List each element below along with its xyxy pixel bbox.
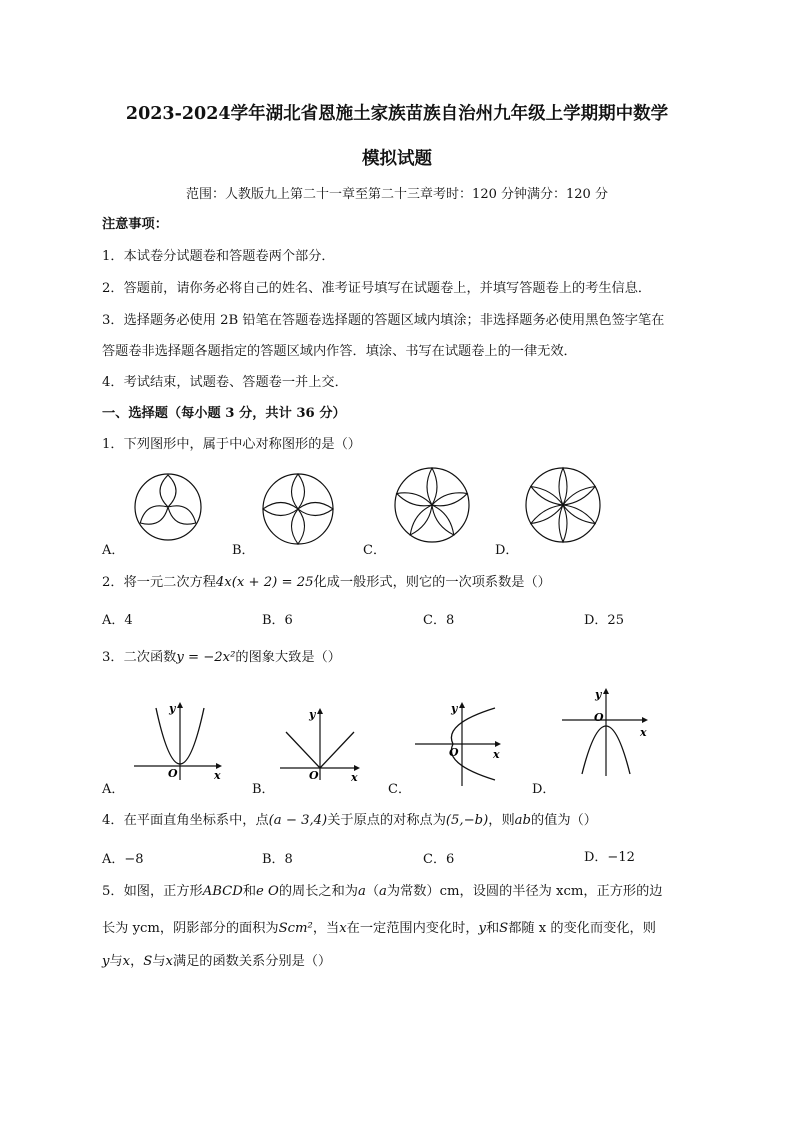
- question-3-stem: [102, 646, 341, 665]
- q2-stem-pre: 2．将一元二次方程: [102, 575, 216, 590]
- q5-text: 5．如图，正方形: [102, 884, 203, 899]
- axis-x-label: x: [351, 771, 358, 784]
- q5-text: 为常数）cm，设圆的半径为 xcm，正方形的边: [386, 884, 663, 899]
- q1-option-b: B．: [232, 543, 255, 558]
- q5-var: S: [143, 954, 153, 969]
- q4-stem-post: 的值为（）: [530, 813, 597, 828]
- q4-option-b: B．8: [262, 852, 293, 867]
- q5-text: 与: [152, 954, 166, 969]
- q1-figure-c: [393, 466, 471, 544]
- exam-scope: 范围：人教版九上第二十一章至第二十三章考时：120 分钟满分：120 分: [186, 187, 608, 202]
- q3-stem-post: 的图象大致是（）: [235, 650, 341, 665]
- q3-graph-a: [132, 700, 227, 782]
- q4-stem-mid2: ，则: [488, 813, 515, 828]
- notice-item: 1．本试卷分试题卷和答题卷两个部分．: [102, 249, 335, 264]
- origin-label: O: [594, 711, 604, 724]
- q3-option-b: B．: [252, 782, 275, 797]
- q3-graph-b: [278, 706, 364, 782]
- q5-var: y: [102, 954, 110, 969]
- notice-item: 答题卷非选择题各题指定的答题区域内作答．填涂、书写在试题卷上的一律无效．: [102, 344, 577, 359]
- question-5-line-2: [102, 917, 656, 936]
- q2-option-d: D．25: [584, 613, 624, 628]
- section-heading: 一、选择题（每小题 3 分，共计 36 分）: [102, 406, 346, 421]
- q5-var: x: [122, 954, 131, 969]
- q3-option-d: D．: [532, 782, 556, 797]
- q1-figure-d: [524, 466, 602, 544]
- q3-stem-pre: 3．二次函数: [102, 650, 177, 665]
- q5-text: 长为 ycm，阴影部分的面积为: [102, 921, 279, 936]
- q5-var: a: [379, 884, 387, 899]
- q5-text: 与: [109, 954, 123, 969]
- question-5-line-3: [102, 950, 331, 969]
- question-5-line-1: [102, 880, 663, 899]
- q2-stem-post: 化成一般形式，则它的一次项系数是（）: [313, 575, 551, 590]
- axis-y-label: y: [595, 688, 602, 701]
- q5-text: 在一定范围内变化时，: [346, 921, 479, 936]
- q5-text: （: [365, 884, 380, 899]
- q1-figure-a: [132, 471, 204, 543]
- q4-point-1: (a − 3,4): [268, 813, 328, 828]
- paper-title-line1: 2023-2024学年湖北省恩施土家族苗族自治州九年级上学期期中数学: [125, 104, 669, 124]
- q3-option-c: C．: [388, 782, 411, 797]
- question-4-stem: [102, 809, 597, 828]
- q3-graph-c: [413, 698, 509, 788]
- q1-option-d: D．: [495, 543, 519, 558]
- origin-label: O: [449, 746, 459, 759]
- q3-option-a: A．: [102, 782, 125, 797]
- q5-var: y: [478, 921, 486, 936]
- q1-option-a: A．: [102, 543, 125, 558]
- q5-var: a: [357, 884, 366, 899]
- q1-figure-b: [262, 471, 334, 547]
- axis-y-label: y: [451, 702, 458, 715]
- q4-var: ab: [514, 813, 531, 828]
- question-1-stem: 1．下列图形中，属于中心对称图形的是（）: [102, 437, 361, 452]
- q5-text: 都随 x 的变化而变化，则: [508, 921, 656, 936]
- q3-graph-d: [560, 686, 656, 778]
- q5-var: S: [499, 921, 509, 936]
- q5-text: ，当: [312, 921, 340, 936]
- q1-option-c: C．: [363, 543, 386, 558]
- axis-x-label: x: [640, 726, 647, 739]
- q2-equation: 4x(x + 2) = 25: [215, 575, 314, 590]
- axis-y-label: y: [309, 708, 316, 721]
- paper-title-line2: 模拟试题: [362, 149, 432, 169]
- q5-text: 和: [485, 921, 500, 936]
- question-2-stem: [102, 571, 551, 590]
- axis-x-label: x: [214, 769, 221, 782]
- q4-option-d: D．−12: [584, 850, 635, 865]
- q5-text: 的周长之和为: [278, 884, 358, 899]
- q2-option-b: B．6: [262, 613, 293, 628]
- q2-option-c: C．8: [423, 613, 455, 628]
- notice-item: 2．答题前，请你务必将自己的姓名、准考证号填写在试题卷上，并填写答题卷上的考生信息．: [102, 281, 652, 296]
- q3-function: y = −2x²: [176, 650, 236, 665]
- q4-point-2: (5,−b): [445, 813, 489, 828]
- q5-text: 和: [242, 884, 257, 899]
- q5-var: x: [165, 954, 173, 969]
- axis-x-label: x: [493, 748, 500, 761]
- q5-square-name: ABCD: [202, 884, 243, 899]
- q4-stem-pre: 4．在平面直角坐标系中，点: [102, 813, 269, 828]
- q5-area-unit: Scm²: [278, 921, 313, 936]
- q5-text: ，: [130, 954, 144, 969]
- q4-option-a: A．−8: [102, 852, 144, 867]
- q5-circle-name: e O: [256, 884, 279, 899]
- notice-heading: 注意事项：: [102, 217, 168, 232]
- origin-label: O: [168, 767, 178, 780]
- q5-text: 满足的函数关系分别是（）: [172, 954, 332, 969]
- q4-option-c: C．6: [423, 852, 455, 867]
- notice-item: 4．考试结束，试题卷、答题卷一并上交．: [102, 375, 348, 390]
- q5-var: x: [339, 921, 347, 936]
- axis-y-label: y: [169, 702, 176, 715]
- notice-item: 3．选择题务必使用 2B 铅笔在答题卷选择题的答题区域内填涂；非选择题务必使用黑色签字笔在: [102, 313, 665, 328]
- q2-option-a: A．4: [102, 613, 133, 628]
- q4-stem-mid: 关于原点的对称点为: [327, 813, 446, 828]
- origin-label: O: [309, 769, 319, 782]
